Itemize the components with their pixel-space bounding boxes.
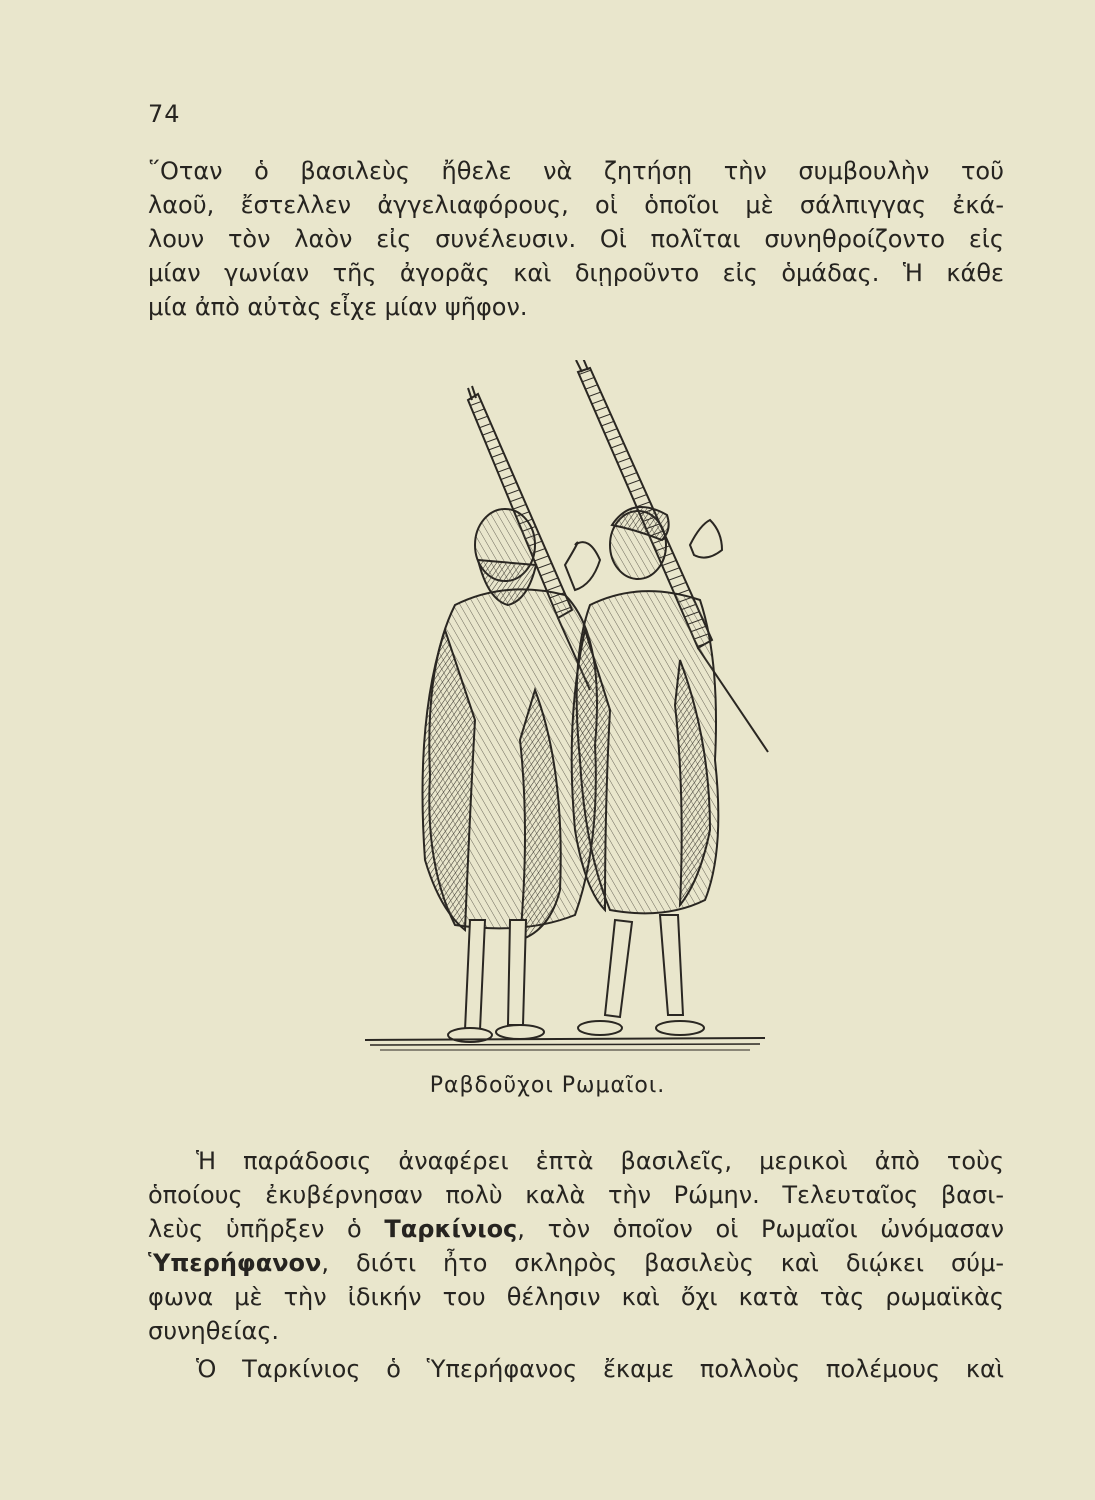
- name-tarquinius: Ταρκίνιος: [384, 1215, 518, 1243]
- text-line: μίαν γωνίαν τῆς ἀγορᾶς καὶ διῃροῦντο εἰς ὁμάδας. Ἡ κάθε: [148, 259, 1004, 287]
- text-line: συνηθείας.: [148, 1317, 280, 1345]
- text-fragment: λεὺς ὑπῆρξεν ὁ: [148, 1215, 362, 1243]
- text-line: λουν τὸν λαὸν εἰς συνέλευσιν. Οἱ πολῖται συνηθροίζοντο εἰς: [148, 225, 1004, 253]
- right-lictor: [572, 507, 719, 1035]
- text-line: λαοῦ, ἔστελλεν ἀγγελιαφόρους, οἱ ὁποῖοι μὲ σάλπιγγας ἐκά-: [148, 191, 1004, 219]
- text-line: [148, 1212, 1004, 1246]
- text-line: Ἡ παράδοσις ἀναφέρει ἑπτὰ βασιλεῖς, μερικοὶ ἀπὸ τοὺς: [196, 1147, 1004, 1175]
- ground-base: [365, 1038, 765, 1050]
- text-line: ὁποίους ἐκυβέρνησαν πολὺ καλὰ τὴν Ρώμην. Τελευταῖος βασι-: [148, 1181, 1004, 1209]
- paragraph-tarquinius: [148, 1352, 1004, 1386]
- page-number: 74: [148, 100, 181, 128]
- text-line: Ὁ Ταρκίνιος ὁ Ὑπερήφανος ἔκαμε πολλοὺς πολέμους καὶ: [196, 1355, 1004, 1383]
- left-lictor: [423, 509, 598, 1042]
- paragraph-kings: [148, 1144, 1004, 1348]
- paragraph-assembly: [148, 154, 1004, 324]
- text-line: μία ἀπὸ αὐτὰς εἶχε μίαν ψῆφον.: [148, 293, 528, 321]
- text-fragment: , διότι ἦτο σκληρὸς βασιλεὺς καὶ διῴκει σύμ-: [321, 1249, 1004, 1277]
- text-line: [148, 1246, 1004, 1280]
- text-line: φωνα μὲ τὴν ἰδικήν του θέλησιν καὶ ὄχι κατὰ τὰς ρωμαϊκὰς: [148, 1283, 1004, 1311]
- name-superbus: Ὑπερήφανον: [148, 1249, 322, 1277]
- figure-caption: Ραβδοῦχοι Ρωμαῖοι.: [429, 1073, 666, 1098]
- text-fragment: , τὸν ὁποῖον οἱ Ρωμαῖοι ὠνόμασαν: [517, 1215, 1004, 1243]
- text-line: ῞Οταν ὁ βασιλεὺς ἤθελε νὰ ζητήσῃ τὴν συμβουλὴν τοῦ: [148, 157, 1004, 185]
- lictors-illustration: [360, 360, 770, 1060]
